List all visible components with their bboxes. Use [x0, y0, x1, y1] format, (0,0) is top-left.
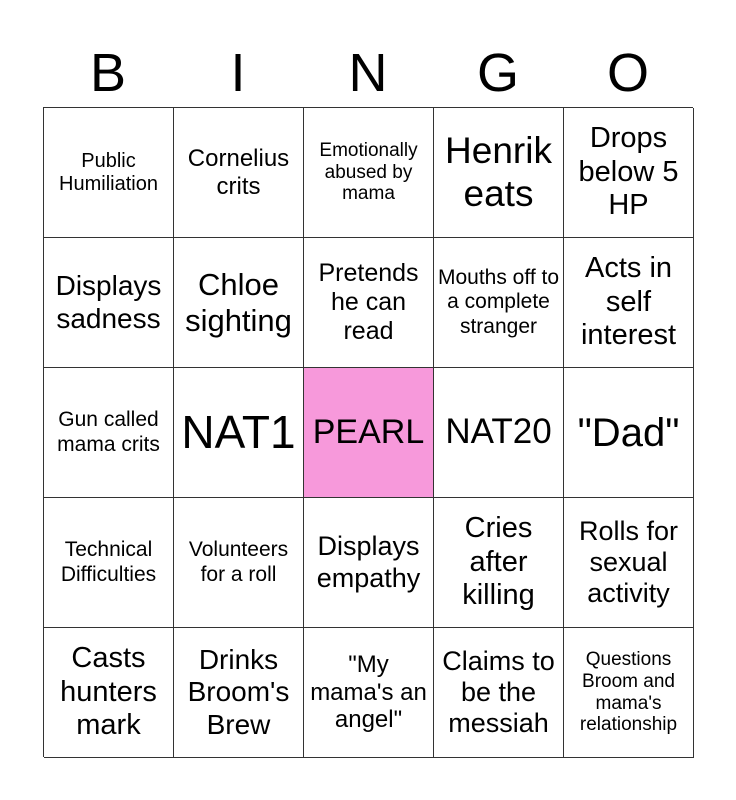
- bingo-cell[interactable]: [174, 368, 304, 498]
- bingo-cell[interactable]: [44, 238, 174, 368]
- bingo-cell-label: "My mama's an angel": [310, 651, 427, 734]
- bingo-free-space[interactable]: [304, 368, 434, 498]
- bingo-header: [43, 42, 693, 104]
- bingo-cell-label: Questions Broom and mama's relationship: [579, 648, 678, 736]
- bingo-cell[interactable]: [44, 498, 174, 628]
- bingo-cell-label: Casts hunters mark: [60, 642, 157, 742]
- bingo-cell-label: Technical Difficulties: [60, 538, 157, 586]
- bingo-cell-label: Pretends he can read: [318, 259, 419, 345]
- bingo-cell-label: PEARL: [312, 412, 425, 451]
- bingo-cell-label: Volunteers for a roll: [188, 538, 289, 586]
- bingo-cell[interactable]: [564, 238, 694, 368]
- bingo-cell-label: Public Humiliation: [59, 149, 158, 195]
- bingo-cell-label: Cries after killing: [462, 512, 535, 612]
- bingo-cell-label: NAT1: [181, 406, 296, 459]
- bingo-cell-label: Gun called mama crits: [57, 408, 160, 456]
- bingo-cell[interactable]: [304, 108, 434, 238]
- bingo-cell-label: Acts in self interest: [580, 252, 677, 352]
- bingo-cell-label: Displays empathy: [316, 531, 421, 593]
- bingo-cell-label: Rolls for sexual activity: [578, 515, 679, 609]
- bingo-cell[interactable]: [44, 628, 174, 758]
- bingo-cell-label: Emotionally abused by mama: [319, 139, 418, 205]
- bingo-cell-label: "Dad": [577, 410, 680, 455]
- bingo-cell-label: Claims to be the messiah: [442, 645, 555, 739]
- header-letter-g: G: [476, 43, 519, 103]
- bingo-cell-label: Henrik eats: [445, 129, 552, 214]
- bingo-cell[interactable]: [564, 498, 694, 628]
- bingo-cell[interactable]: [174, 628, 304, 758]
- bingo-cell[interactable]: [174, 238, 304, 368]
- bingo-cell[interactable]: [434, 108, 564, 238]
- bingo-cell[interactable]: [434, 238, 564, 368]
- bingo-cell[interactable]: [304, 498, 434, 628]
- bingo-cell[interactable]: [174, 108, 304, 238]
- bingo-card-grid: [43, 107, 693, 757]
- bingo-cell[interactable]: [304, 238, 434, 368]
- bingo-cell-label: Drops below 5 HP: [578, 122, 679, 222]
- bingo-cell[interactable]: [564, 628, 694, 758]
- bingo-cell[interactable]: [564, 108, 694, 238]
- bingo-cell-label: Chloe sighting: [185, 266, 292, 338]
- bingo-cell[interactable]: [434, 628, 564, 758]
- header-letter-b: B: [89, 43, 127, 103]
- bingo-cell-label: NAT20: [445, 412, 552, 452]
- bingo-cell[interactable]: [44, 368, 174, 498]
- bingo-cell-label: Drinks Broom's Brew: [187, 644, 290, 740]
- bingo-cell[interactable]: [564, 368, 694, 498]
- header-letter-n: N: [348, 43, 388, 103]
- header-letter-i: I: [230, 43, 246, 103]
- bingo-cell-label: Cornelius crits: [187, 144, 290, 200]
- bingo-cell[interactable]: [174, 498, 304, 628]
- bingo-cell[interactable]: [434, 498, 564, 628]
- header-letter-o: O: [606, 43, 649, 103]
- bingo-cell[interactable]: [44, 108, 174, 238]
- bingo-cell-label: Mouths off to a complete stranger: [437, 266, 560, 338]
- bingo-cell-label: Displays sadness: [55, 270, 162, 334]
- bingo-cell[interactable]: [434, 368, 564, 498]
- bingo-cell[interactable]: [304, 628, 434, 758]
